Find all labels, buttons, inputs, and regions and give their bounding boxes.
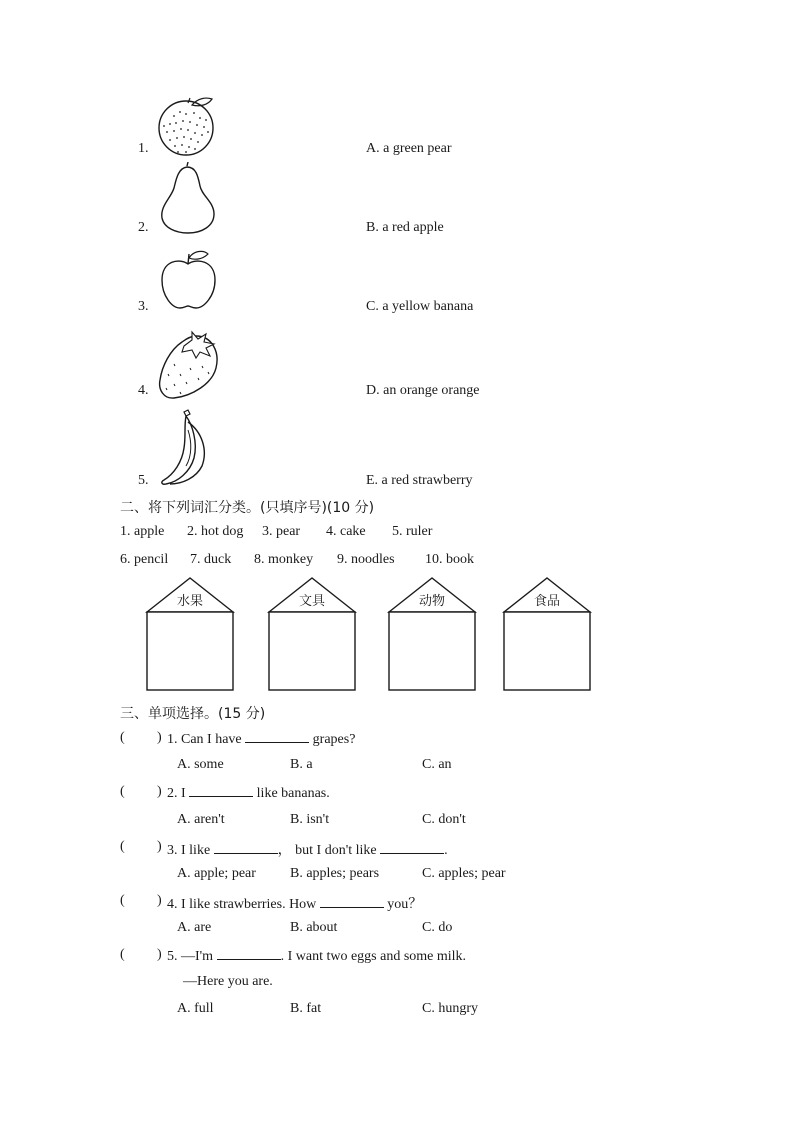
item-number: 2. — [138, 220, 149, 235]
word-item: 1. apple — [120, 524, 165, 539]
option-d: D. an orange orange — [366, 383, 480, 398]
choice-c: C. apples; pear — [422, 866, 506, 881]
choice-a: A. full — [177, 1001, 214, 1016]
answer-paren-close: ) — [157, 839, 162, 854]
question-2 — [167, 784, 330, 802]
pear-icon — [158, 162, 218, 234]
section-heading: 二、将下列词汇分类。(只填序号)(10 分) — [120, 500, 375, 516]
choice-c: C. do — [422, 920, 453, 935]
answer-paren-open: ( — [120, 730, 125, 745]
category-label: 动物 — [418, 594, 445, 609]
choice-b: B. fat — [290, 1001, 322, 1016]
word-item: 5. ruler — [392, 524, 433, 539]
banana-icon — [158, 408, 210, 488]
word-item: 8. monkey — [254, 552, 314, 567]
choice-a: A. are — [177, 920, 212, 935]
answer-paren-close: ) — [157, 730, 162, 745]
question-text: . I want two eggs and some milk. — [280, 949, 467, 964]
answer-paren-open: ( — [120, 784, 125, 799]
question-text: 5. —I'm — [167, 949, 217, 964]
question-text: you？ — [383, 897, 423, 912]
item-number: 1. — [138, 141, 149, 156]
option-a: A. a green pear — [366, 141, 452, 156]
question-text: grapes? — [309, 732, 356, 747]
choice-b: B. about — [290, 920, 338, 935]
word-item: 2. hot dog — [187, 524, 244, 539]
question-text: 3. I like — [167, 843, 214, 858]
answer-blank[interactable] — [214, 841, 278, 854]
category-box-animals[interactable] — [387, 576, 477, 692]
question-4 — [167, 893, 422, 913]
answer-blank[interactable] — [217, 947, 281, 960]
category-label: 食品 — [533, 594, 560, 609]
answer-paren-open: ( — [120, 893, 125, 908]
question-text: like bananas. — [253, 786, 330, 801]
answer-blank[interactable] — [189, 784, 253, 797]
word-item: 10. book — [425, 552, 474, 567]
section-heading: 三、单项选择。(15 分) — [120, 706, 266, 722]
orange-icon — [156, 96, 220, 158]
category-label: 文具 — [298, 594, 325, 609]
category-box-fruit[interactable] — [145, 576, 235, 692]
word-item: 3. pear — [262, 524, 301, 539]
answer-blank[interactable] — [320, 895, 384, 908]
question-text: ， but I don't like — [277, 843, 381, 858]
strawberry-icon — [156, 330, 222, 400]
choice-c: C. don't — [422, 812, 466, 827]
category-label: 水果 — [176, 594, 203, 609]
question-text: —Here you are. — [183, 974, 273, 989]
answer-paren-open: ( — [120, 839, 125, 854]
choice-a: A. some — [177, 757, 224, 772]
word-item: 9. noodles — [337, 552, 395, 567]
word-item: 6. pencil — [120, 552, 169, 567]
choice-b: B. apples; pears — [290, 866, 380, 881]
answer-blank[interactable] — [245, 730, 309, 743]
answer-paren-close: ) — [157, 784, 162, 799]
question-5 — [167, 947, 466, 965]
item-number: 4. — [138, 383, 149, 398]
answer-paren-close: ) — [157, 947, 162, 962]
question-text: 4. I like strawberries. How — [167, 897, 320, 912]
word-item: 7. duck — [190, 552, 232, 567]
choice-b: B. a — [290, 757, 313, 772]
category-box-food[interactable] — [502, 576, 592, 692]
question-1 — [167, 730, 355, 748]
answer-paren-open: ( — [120, 947, 125, 962]
answer-blank[interactable] — [380, 841, 444, 854]
category-box-stationery[interactable] — [267, 576, 357, 692]
choice-b: B. isn't — [290, 812, 330, 827]
question-3 — [167, 839, 448, 859]
choice-c: C. hungry — [422, 1001, 478, 1016]
question-text: 2. I — [167, 786, 190, 801]
question-text: . — [444, 843, 448, 858]
option-b: B. a red apple — [366, 220, 444, 235]
choice-c: C. an — [422, 757, 452, 772]
choice-a: A. apple; pear — [177, 866, 256, 881]
answer-paren-close: ) — [157, 893, 162, 908]
option-c: C. a yellow banana — [366, 299, 474, 314]
item-number: 3. — [138, 299, 149, 314]
word-item: 4. cake — [326, 524, 366, 539]
apple-icon — [158, 250, 220, 312]
question-text: 1. Can I have — [167, 732, 246, 747]
item-number: 5. — [138, 473, 149, 488]
option-e: E. a red strawberry — [366, 473, 473, 488]
choice-a: A. aren't — [177, 812, 225, 827]
